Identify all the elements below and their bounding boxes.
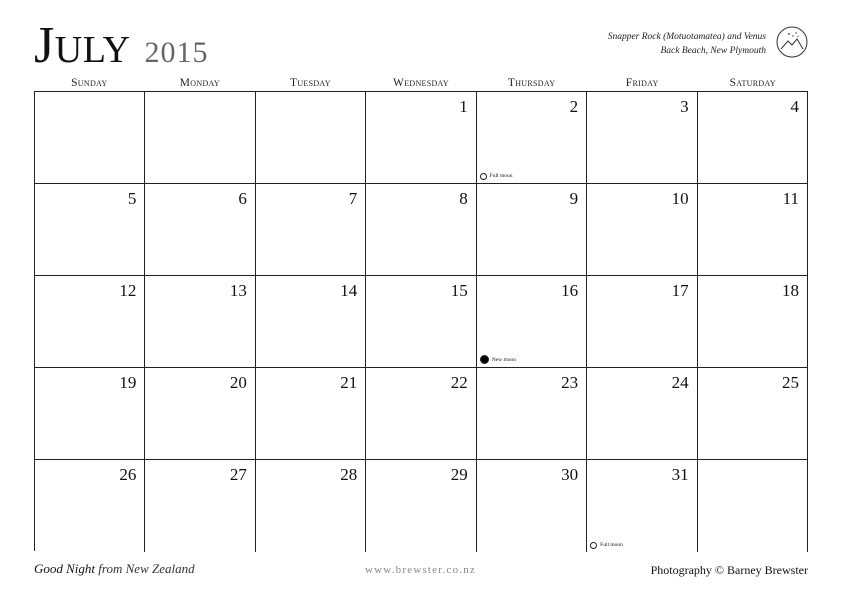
calendar-day-cell: [587, 460, 697, 552]
calendar-day-cell: [35, 460, 145, 552]
footer-tagline-mid: from: [95, 561, 126, 576]
calendar-day-cell: [698, 92, 808, 184]
day-number: 16: [561, 281, 579, 300]
calendar-day-cell: [698, 368, 808, 460]
mountain-stars-logo-icon: [776, 26, 808, 58]
day-number: 26: [119, 465, 137, 484]
calendar-day-cell: [698, 276, 808, 368]
weekday-sunday: Sunday: [71, 77, 108, 89]
day-number: 23: [561, 373, 579, 392]
day-number: 3: [680, 97, 689, 116]
day-number: 18: [782, 281, 799, 300]
calendar-day-cell: [256, 368, 366, 460]
day-number: 4: [790, 97, 799, 116]
moon-phase-label: Full moon: [600, 542, 623, 548]
day-number: 21: [340, 373, 358, 392]
weekday-monday: Monday: [179, 77, 220, 89]
calendar-day-cell: [698, 460, 808, 552]
day-number: 27: [229, 465, 247, 484]
day-number: 29: [450, 465, 468, 484]
calendar-day-cell: [35, 368, 145, 460]
day-number: 19: [119, 373, 137, 392]
day-number: 31: [671, 465, 689, 484]
weekday-saturday: Saturday: [729, 77, 776, 89]
day-number: 28: [340, 465, 358, 484]
year-label: 2015: [144, 36, 209, 69]
calendar-day-cell: [698, 184, 808, 276]
calendar-day-cell: [587, 92, 697, 184]
photo-location: Back Beach, New Plymouth: [660, 46, 766, 56]
calendar-day-cell: [145, 92, 255, 184]
day-number: 12: [119, 281, 137, 300]
calendar-day-cell: [145, 276, 255, 368]
day-number: 5: [127, 189, 137, 208]
footer-tagline-end: New Zealand: [125, 561, 195, 576]
calendar-day-cell: [145, 184, 255, 276]
month-rest: ULY: [54, 29, 131, 71]
calendar-day-cell: [587, 184, 697, 276]
calendar-day-cell: [587, 276, 697, 368]
calendar-day-cell: [477, 184, 587, 276]
moon-phase-note: [590, 541, 623, 549]
footer-website: www.brewster.co.nz: [365, 564, 476, 576]
day-number: 9: [569, 189, 579, 208]
new-moon-icon: [480, 355, 489, 364]
weekday-header-row: [34, 76, 808, 90]
calendar-day-cell: [477, 92, 587, 184]
calendar-day-cell: [477, 460, 587, 552]
calendar-day-cell: [366, 184, 476, 276]
calendar-day-cell: [256, 184, 366, 276]
day-number: 1: [459, 97, 468, 116]
calendar-day-cell: [256, 92, 366, 184]
calendar-day-cell: [366, 276, 476, 368]
calendar-day-cell: [366, 368, 476, 460]
weekday-wednesday: Wednesday: [393, 77, 449, 89]
weekday-tuesday: Tuesday: [290, 77, 331, 89]
day-number: 20: [229, 373, 247, 392]
calendar-day-cell: [256, 276, 366, 368]
day-number: 8: [459, 189, 468, 208]
moon-phase-label: New moon: [491, 356, 516, 363]
day-number: 25: [782, 373, 799, 392]
calendar-grid: [34, 91, 808, 551]
day-number: 17: [671, 281, 689, 300]
footer-tagline-emph: Good Night: [34, 561, 96, 576]
calendar-day-cell: [35, 92, 145, 184]
month-initial: J: [34, 17, 55, 74]
calendar-day-cell: [256, 460, 366, 552]
calendar-day-cell: [145, 460, 255, 552]
full-moon-icon: [590, 542, 597, 549]
day-number: 7: [348, 189, 358, 208]
photo-caption: [608, 30, 766, 58]
day-number: 13: [229, 281, 247, 300]
day-number: 14: [340, 281, 358, 300]
day-number: 2: [569, 97, 579, 116]
moon-phase-note: [480, 172, 513, 180]
footer-tagline: [34, 561, 195, 577]
moon-phase-note: [480, 355, 516, 364]
day-number: 30: [561, 465, 579, 484]
calendar-day-cell: [477, 368, 587, 460]
calendar-day-cell: [477, 276, 587, 368]
day-number: 24: [671, 373, 689, 392]
calendar-day-cell: [366, 460, 476, 552]
day-number: 10: [671, 189, 689, 208]
footer-credit: Photography © Barney Brewster: [650, 563, 808, 577]
weekday-friday: Friday: [625, 77, 659, 89]
calendar-day-cell: [35, 276, 145, 368]
weekday-thursday: Thursday: [507, 77, 556, 89]
day-number: 22: [450, 373, 468, 392]
moon-phase-label: Full moon: [489, 173, 513, 179]
day-number: 15: [450, 281, 468, 300]
calendar-day-cell: [35, 184, 145, 276]
calendar-day-cell: [145, 368, 255, 460]
month-title: [34, 17, 209, 74]
day-number: 11: [782, 189, 799, 208]
full-moon-icon: [480, 173, 487, 180]
calendar-day-cell: [587, 368, 697, 460]
calendar-day-cell: [366, 92, 476, 184]
photo-title: Snapper Rock (Motuotamatea) and Venus: [607, 32, 766, 42]
day-number: 6: [238, 189, 247, 208]
